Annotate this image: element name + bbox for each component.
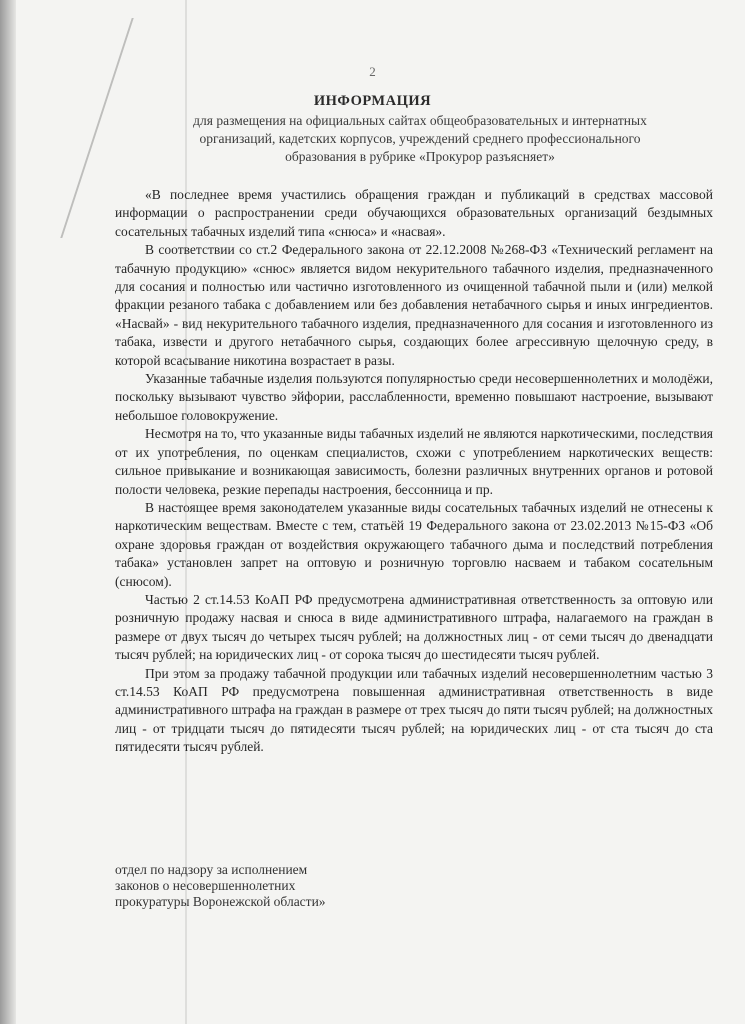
page-number: 2 [369,64,376,79]
signature-block [115,862,475,910]
signature-line: прокуратуры Воронежской области» [115,894,326,909]
paragraph: «В последнее время участились обращения граждан и публикаций в средствах массовой информации о распространении среди обучающихся образовательных организаций бездымных сосательных табачных изделий типа «снюса» и «насвая». [115,187,713,239]
paragraph: Частью 2 ст.14.53 КоАП РФ предусмотрена административная ответственность за оптовую или розничную продажу насвая и снюса в виде административного штрафа, налагаемого на граждан в размере от двух тысяч до четырех тысяч рублей; на должностных лиц - от семи тысяч до двенадцати тысяч рублей; на юридических лиц - от сорока тысяч до шестидесяти тысяч рублей. [115,591,713,663]
subtitle-line: для размещения на официальных сайтах общеобразовательных и интернатных [193,113,647,128]
document-heading: ИНФОРМАЦИЯ [313,93,432,109]
signature-line: отдел по надзору за исполнением [115,862,308,877]
document-subtitle [140,112,700,166]
paragraph: При этом за продажу табачной продукции или табачных изделий несовершеннолетним частью 3 ст.14.53 КоАП РФ предусмотрена повышенная административная ответственность в виде административного штрафа на граждан в размере от трех тысяч до пяти тысяч рублей; на должностных лиц - от тридцати тысяч до пятидесяти тысяч рублей; на юридических лиц - от ста тысяч до ста пятидесяти тысяч рублей. [115,665,713,755]
paragraph: Указанные табачные изделия пользуются популярностью среди несовершеннолетних и молодёжи, поскольку вызывают чувство эйфории, расслабленности, временно повышают настроение, вызывают небольшое головокружение. [115,371,713,423]
subtitle-line: образования в рубрике «Прокурор разъясняет» [285,149,555,164]
scan-edge-shadow [0,0,16,1024]
subtitle-line: организаций, кадетских корпусов, учреждений среднего профессионального [199,131,641,146]
paragraph: В настоящее время законодателем указанные виды сосательных табачных изделий не отнесены к наркотическим веществам. Вместе с тем, статьёй 19 Федерального закона от 23.02.2013 №15-ФЗ «Об охране здоровья граждан от воздействия окружающего табачного дыма и последствий потребления табака» установлен запрет на оптовую и розничную торговлю насваем и табаком сосательным (снюсом). [115,499,713,589]
paragraph: В соответствии со ст.2 Федерального закона от 22.12.2008 №268-ФЗ «Технический регламент на табачную продукцию» «снюс» является видом некурительного табачного изделия, предназначенного для сосания и полностью или частично изготовленного из очищенной табачной пыли и (или) мелкой фракции резаного табака с добавлением или без добавления нетабачного сырья и иных ингредиентов. «Насвай» - вид некурительного табачного изделия, предназначенного для сосания и изготовленного из табака, извести и другого нетабачного сырья, создающих более агрессивную щелочную среду, в которой всасывание никотина возрастает в разы. [115,242,713,368]
signature-line: законов о несовершеннолетних [115,878,296,893]
document-body [115,186,713,757]
paragraph: Несмотря на то, что указанные виды табачных изделий не являются наркотическими, последствия от их употребления, по оценкам специалистов, схожи с употреблением наркотических веществ: сильное привыкание и возникающая зависимость, болезни различных внутренних органов и ротовой полости человека, резкие перепады настроения, бессонница и пр. [115,426,713,497]
